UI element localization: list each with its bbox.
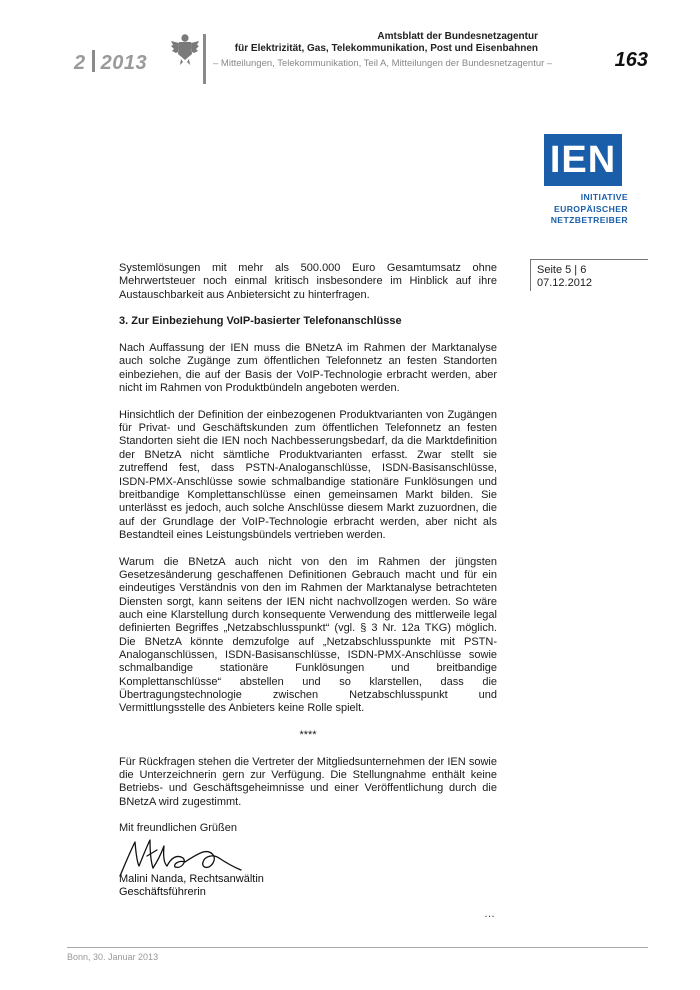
issue-year: 2013 [100, 52, 148, 74]
paragraph-3: Hinsichtlich der Definition der einbezogenen Produktvarianten von Zugängen für Privat- und Geschäftskunden zum öffentlichen Telefonnetz an festen Standorten sieht die IEN noch Nachbesserungsbedarf, da die Marktdefinition der BNetzA nicht sämtliche Produktvarianten erfasst. Zwar stellt sie zutreffend fest, dass PSTN-Analoganschlüsse, ISDN-Basisanschlüsse, ISDN-PMX-Anschlüsse sowie schmalbandige stationäre Funklösungen und breitbandige Komplettanschlüsse einen gemeinsamen Markt bilden. Sie unterlässt es jedoch, auch solche Anschlüsse diesem Markt zuzuordnen, die auf der Grundlage der VoIP-Technologie erbracht werden, aber nicht als Bestandteil eines Leistungsbündels vertrieben werden. [119, 408, 497, 541]
paragraph-1: Systemlösungen mit mehr als 500.000 Euro Gesamtumsatz ohne Mehrwertsteuer noch einmal kritisch insbesondere im Hinblick auf ihre Austauschbarkeit aus Anbietersicht zu hinterfragen. [119, 262, 497, 301]
logo-acronym: IEN [544, 134, 622, 186]
logo-text [530, 192, 628, 227]
section-separator: **** [299, 729, 317, 742]
issue-divider [92, 50, 95, 72]
letter-date: 07.12.2012 [537, 277, 593, 289]
closing-salutation: Mit freundlichen Grüßen [119, 822, 237, 835]
logo-line3: NETZBETREIBER [550, 215, 628, 225]
footer-rule [67, 947, 648, 948]
header-divider [203, 34, 206, 84]
footer-place-date: Bonn, 30. Januar 2013 [67, 952, 159, 962]
signer-name: Malini Nanda, Rechtsanwältin [119, 873, 264, 885]
meta-rule [530, 259, 648, 260]
paragraph-2: Nach Auffassung der IEN muss die BNetzA im Rahmen der Marktanalyse auch solche Zugänge zum öffentlichen Telefonnetz an festen Standorten einbeziehen, die auf der Basis der VoIP-Technologie erbracht werden, aber nicht im Rahmen von Produktbündeln angeboten werden. [119, 342, 497, 395]
issue-number: 2 [74, 52, 86, 74]
ien-logo [530, 126, 628, 234]
issue-label [74, 50, 147, 75]
signature-block [119, 873, 264, 900]
continuation-mark: … [484, 908, 495, 920]
letter-body [119, 262, 497, 836]
section-heading: 3. Zur Einbeziehung VoIP-basierter Telefonanschlüsse [119, 315, 402, 328]
signer-role: Geschäftsführerin [119, 886, 206, 899]
letter-page-info: Seite 5 | 6 [537, 264, 587, 276]
gazette-title [210, 31, 538, 55]
gazette-subtitle: – Mitteilungen, Telekommunikation, Teil A, Mitteilungen der Bundesnetzagentur – [213, 58, 553, 69]
paragraph-4: Warum die BNetzA auch nicht von den im Rahmen der jüngsten Gesetzesänderung geschaffenen Definitionen Gebrauch macht und für ein eindeutiges Verständnis von den im Rahmen der Marktanalyse betrachteten Diensten sorgt, kann seitens der IEN nicht nachvollzogen werden. So wäre auch eine Klarstellung durch konsequente Verwendung des mittlerweile legal definierten Begriffes „Netzabschlusspunkt“ (vgl. § 3 Nr. 12a TKG) möglich. Die BNetzA könnte demzufolge auf „Netzabschlusspunkte mit PSTN-Analoganschlüssen, ISDN-Basisanschlüsse, ISDN-PMX-Anschlüsse sowie schmalbandige stationäre Funklösungen und breitbandige Komplettanschlüsse“ abstellen und so klarstellen, dass die Übertragungstechnologie zwischen Netzabschlusspunkt und Vermittlungsstelle des Anbieters keine Rolle spielt. [119, 555, 497, 715]
logo-line1: INITIATIVE [580, 192, 628, 202]
logo-line2: EUROPÄISCHER [553, 203, 628, 214]
paragraph-5: Für Rückfragen stehen die Vertreter der Mitgliedsunternehmen der IEN sowie die Unterzeichnerin gern zur Verfügung. Die Stellungnahme enthält keine Betriebs- und Geschäftsgeheimnisse und einer Veröffentlichung durch die BNetzA wird zugestimmt. [119, 755, 497, 808]
gazette-title-line1: Amtsblatt der Bundesnetzagentur [377, 31, 538, 42]
page-number: 163 [614, 49, 648, 71]
gazette-title-line2: für Elektrizität, Gas, Telekommunikation, Post und Eisenbahnen [234, 43, 538, 54]
federal-eagle-icon [170, 32, 200, 66]
letter-meta [537, 264, 592, 290]
meta-vertical-rule [530, 259, 531, 291]
